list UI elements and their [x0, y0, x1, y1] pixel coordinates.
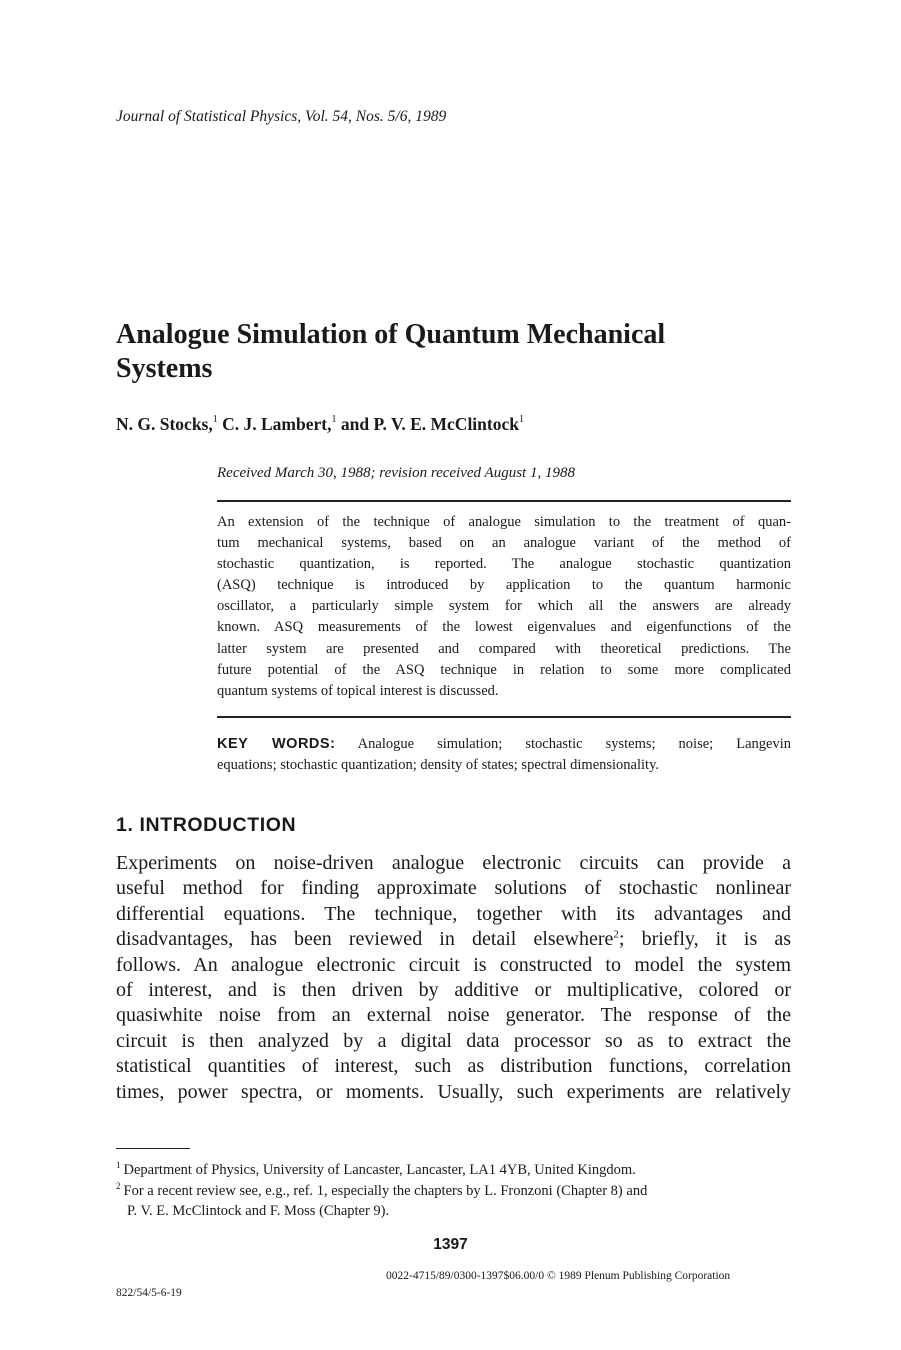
abstract-line: tum mechanical systems, based on an analogue variant of the method of: [217, 535, 791, 552]
footnotes: [116, 1160, 796, 1222]
abstract-line: quantum systems of topical interest is discussed.: [217, 682, 499, 699]
body-line-tail: ; briefly, it is as: [618, 928, 791, 951]
abstract-bottom-rule: [217, 716, 791, 718]
footnote-1: [116, 1160, 796, 1181]
body-line: times, power spectra, or moments. Usually, such experiments are relatively: [116, 1080, 791, 1103]
footnote-mark: 2: [116, 1180, 121, 1191]
footnote-mark: 1: [116, 1160, 121, 1171]
body-text: [116, 851, 791, 1105]
abstract-line: stochastic quantization, is reported. The analogue stochastic quantization: [217, 556, 791, 573]
reference-mark: 2: [613, 928, 619, 941]
body-line: circuit is then analyzed by a digital data processor so as to extract the: [116, 1029, 791, 1052]
author-list: [116, 414, 524, 435]
author-lambert: C. J. Lambert,: [222, 414, 332, 434]
keywords-line-2: equations; stochastic quantization; density of states; spectral dimensionality.: [217, 757, 660, 773]
document-code: 822/54/5-6-19: [116, 1287, 182, 1299]
keywords-label: KEY WORDS:: [217, 736, 336, 752]
affiliation-mark: 1: [331, 414, 337, 426]
abstract-line: latter system are presented and compared with theoretical predictions. The: [217, 640, 791, 657]
journal-citation: Journal of Statistical Physics, Vol. 54, Nos. 5/6, 1989: [116, 108, 447, 125]
copyright-line: 0022-4715/89/0300-1397$06.00/0 © 1989 Plenum Publishing Corporation: [386, 1270, 731, 1282]
body-line: quasiwhite noise from an external noise generator. The response of the: [116, 1004, 791, 1027]
paper-title: [116, 318, 816, 386]
title-line-2: Systems: [116, 353, 213, 384]
keywords: [217, 734, 791, 776]
body-line: differential equations. The technique, together with its advantages and: [116, 902, 791, 925]
body-line: Experiments on noise-driven analogue electronic circuits can provide a: [116, 852, 791, 874]
abstract-line: oscillator, a particularly simple system for which all the answers are already: [217, 598, 791, 615]
abstract-top-rule: [217, 500, 791, 502]
body-line: [116, 927, 791, 952]
body-line: of interest, and is then driven by additive or multiplicative, colored or: [116, 979, 791, 1002]
abstract-line: An extension of the technique of analogue simulation to the treatment of quan-: [217, 514, 791, 530]
abstract-line: future potential of the ASQ technique in relation to some more complicated: [217, 661, 791, 678]
author-mcclintock: P. V. E. McClintock: [373, 414, 519, 434]
title-line-1: Analogue Simulation of Quantum Mechanical: [116, 319, 666, 350]
abstract-line: (ASQ) technique is introduced by application to the quantum harmonic: [217, 577, 791, 594]
received-date: Received March 30, 1988; revision received August 1, 1988: [217, 465, 575, 481]
page-number: 1397: [433, 1236, 468, 1253]
keywords-line-1: Analogue simulation; stochastic systems; noise; Langevin: [357, 736, 791, 752]
affiliation-mark: 1: [518, 414, 524, 426]
footnote-rule: [116, 1148, 190, 1149]
abstract-line: known. ASQ measurements of the lowest eigenvalues and eigenfunctions of the: [217, 619, 791, 636]
footnote-2-continued: P. V. E. McClintock and F. Moss (Chapter 9).: [127, 1203, 390, 1219]
body-line-text: disadvantages, has been reviewed in detail elsewhere: [116, 928, 614, 951]
section-heading: 1. INTRODUCTION: [116, 814, 297, 836]
footnote-text: For a recent review see, e.g., ref. 1, especially the chapters by L. Fronzoni (Chapter 8) and: [123, 1182, 648, 1199]
abstract: [217, 512, 791, 702]
footnote-2: [116, 1181, 796, 1202]
author-conjunction: and: [340, 414, 370, 434]
body-line: useful method for finding approximate solutions of stochastic nonlinear: [116, 877, 791, 900]
affiliation-mark: 1: [212, 414, 218, 426]
footnote-text: Department of Physics, University of Lancaster, Lancaster, LA1 4YB, United Kingdom.: [123, 1162, 636, 1178]
author-stocks: N. G. Stocks,: [116, 414, 213, 434]
body-line: follows. An analogue electronic circuit is constructed to model the system: [116, 953, 791, 976]
body-line: statistical quantities of interest, such as distribution functions, correlation: [116, 1055, 791, 1078]
